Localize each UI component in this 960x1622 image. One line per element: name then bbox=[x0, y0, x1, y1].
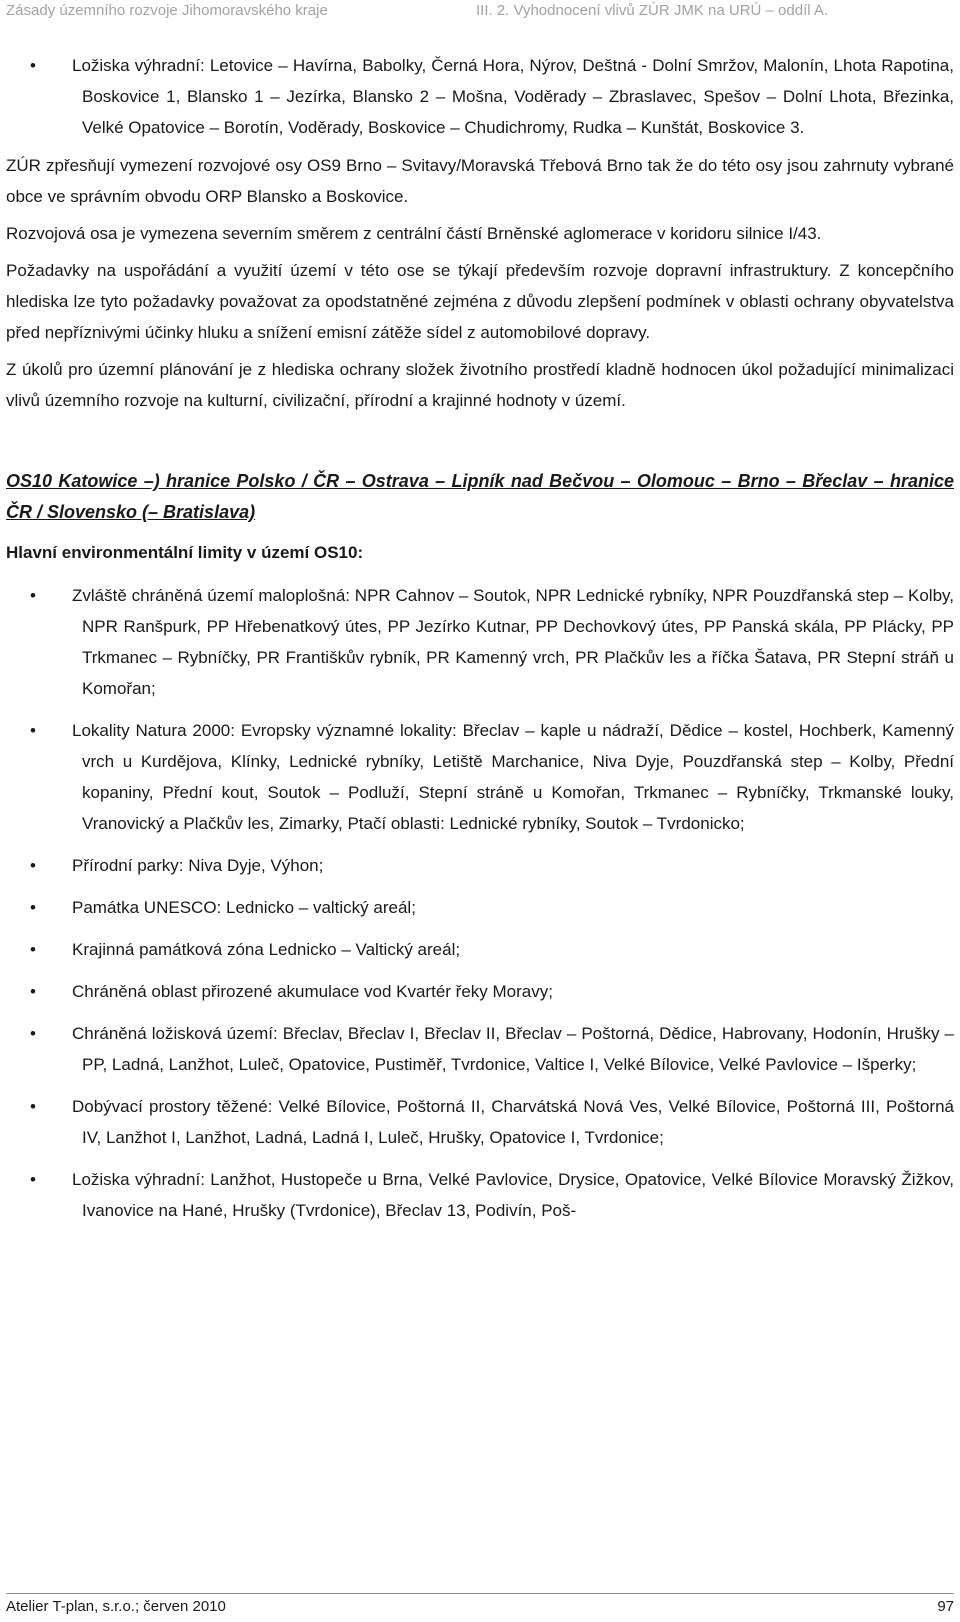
paragraph-planning-tasks: Z úkolů pro územní plánování je z hlediska ochrany složek životního prostředí kladně hodnocen úkol požadující minimalizaci vlivů územního rozvoje na kulturní, civilizační, přírodní a krajinné hodnoty v území. bbox=[6, 360, 954, 410]
bullet-icon: • bbox=[30, 586, 36, 605]
list-item-text: Ložiska výhradní: Lanžhot, Hustopeče u Brna, Velké Pavlovice, Drysice, Opatovice, Velké Bílovice Moravský Žižkov, Ivanovice na Hané, Hrušky (Tvrdonice), Břeclav 13, Podivín, Poš- bbox=[72, 1170, 954, 1220]
list-item bbox=[6, 892, 954, 923]
bullet-icon: • bbox=[30, 1170, 36, 1189]
bullet-icon: • bbox=[30, 721, 36, 740]
list-item bbox=[6, 1164, 954, 1226]
page-footer bbox=[6, 1593, 954, 1615]
list-item-text: Dobývací prostory těžené: Velké Bílovice, Poštorná II, Charvátská Nová Ves, Velké Bílovice, Poštorná III, Poštorná IV, Lanžhot I, Lanžhot, Ladná, Ladná I, Luleč, Hrušky, Opatovice I, Tvrdonice; bbox=[72, 1097, 954, 1147]
bullet-icon: • bbox=[30, 1024, 36, 1043]
paragraph-axis-direction: Rozvojová osa je vymezena severním směrem z centrální částí Brněnské aglomerace v koridoru silnice I/43. bbox=[6, 224, 822, 243]
list-item-text: Zvláště chráněná území maloplošná: NPR Cahnov – Soutok, NPR Lednické rybníky, NPR Pouzdřanská step – Kolby, NPR Ranšpurk, PP Hřebenatkový útes, PP Jezírko Kutnar, PP Dechovkový útes, PP Panská skála, PP Plácky, PP Trkmanec – Rybníčky, PR Františkův rybník, PR Kamenný vrch, PR Plačkův les a říčka Šatava, PR Stepní stráň u Komořan; bbox=[72, 586, 954, 698]
top-bullet-item bbox=[6, 50, 954, 143]
list-item-text: Krajinná památková zóna Lednicko – Valtický areál; bbox=[72, 940, 461, 959]
list-item-text: Lokality Natura 2000: Evropsky významné lokality: Břeclav – kaple u nádraží, Dědice – kostel, Hochberk, Kamenný vrch u Kurdějova, Klínky, Lednické rybníky, Letiště Marchanice, Niva Dyje, Pouzdřanská step – Kolby, Přední kopaniny, Přední kout, Soutok – Podluží, Stepní stráně u Komořan, Trkmanec – Rybníčky, Trkmanské louky, Vranovický a Plačkův les, Zimarky, Ptačí oblasti: Lednické rybníky, Soutok – Tvrdonicko; bbox=[72, 721, 954, 833]
header-section-title: III. 2. Vyhodnocení vlivů ZÚR JMK na URÚ – oddíl A. bbox=[476, 2, 829, 19]
list-item bbox=[6, 580, 954, 704]
page-content bbox=[6, 50, 954, 1237]
footer-publisher: Atelier T-plan, s.r.o.; červen 2010 bbox=[6, 1598, 226, 1615]
page-header bbox=[6, 0, 954, 22]
bullet-icon: • bbox=[30, 856, 36, 875]
list-item-text: Přírodní parky: Niva Dyje, Výhon; bbox=[72, 856, 324, 875]
list-item bbox=[6, 934, 954, 965]
paragraph-os9-definition: ZÚR zpřesňují vymezení rozvojové osy OS9 Brno – Svitavy/Moravská Třebová Brno tak že do této osy jsou zahrnuty vybrané obce ve správním obvodu ORP Blansko a Boskovice. bbox=[6, 156, 954, 206]
bullet-icon: • bbox=[30, 56, 36, 75]
list-item bbox=[6, 1091, 954, 1153]
header-document-title: Zásady územního rozvoje Jihomoravského kraje bbox=[6, 2, 328, 19]
bullet-icon: • bbox=[30, 1097, 36, 1116]
limits-heading: Hlavní environmentální limity v území OS10: bbox=[6, 543, 364, 562]
list-item bbox=[6, 1018, 954, 1080]
list-item-text: Památka UNESCO: Lednicko – valtický areál; bbox=[72, 898, 416, 917]
list-item bbox=[6, 715, 954, 839]
bullet-icon: • bbox=[30, 898, 36, 917]
list-item bbox=[6, 850, 954, 881]
bullet-icon: • bbox=[30, 982, 36, 1001]
list-item-text: Chráněná ložisková území: Břeclav, Břeclav I, Břeclav II, Břeclav – Poštorná, Dědice, Habrovany, Hodonín, Hrušky – PP, Ladná, Lanžhot, Luleč, Opatovice, Pustiměř, Tvrdonice, Valtice I, Velké Bílovice, Velké Pavlovice – Išperky; bbox=[72, 1024, 954, 1074]
list-item-text: Chráněná oblast přirozené akumulace vod Kvartér řeky Moravy; bbox=[72, 982, 553, 1001]
limits-list bbox=[6, 580, 954, 1226]
bullet-icon: • bbox=[30, 940, 36, 959]
top-bullet-text: Ložiska výhradní: Letovice – Havírna, Babolky, Černá Hora, Nýrov, Deštná - Dolní Smržov, Malonín, Lhota Rapotina, Boskovice 1, Blansko 1 – Jezírka, Blansko 2 – Mošna, Voděrady – Zbraslavec, Spešov – Dolní Lhota, Březinka, Velké Opatovice – Borotín, Voděrady, Boskovice – Chudichromy, Rudka – Kunštát, Boskovice 3. bbox=[72, 56, 954, 137]
list-item bbox=[6, 976, 954, 1007]
page-number: 97 bbox=[937, 1598, 954, 1615]
paragraph-requirements: Požadavky na uspořádání a využití území v této ose se týkají především rozvoje dopravní infrastruktury. Z koncepčního hlediska lze tyto požadavky považovat za opodstatněné zejména z důvodu zlepšení podmínek v oblasti ochrany obyvatelstva před nepříznivými účinky hluku a snížení emisní zátěže sídel z automobilové dopravy. bbox=[6, 261, 954, 342]
os10-title: OS10 Katowice –) hranice Polsko / ČR – Ostrava – Lipník nad Bečvou – Olomouc – Brno – Břeclav – hranice ČR / Slovensko (– Bratislava) bbox=[6, 471, 954, 522]
